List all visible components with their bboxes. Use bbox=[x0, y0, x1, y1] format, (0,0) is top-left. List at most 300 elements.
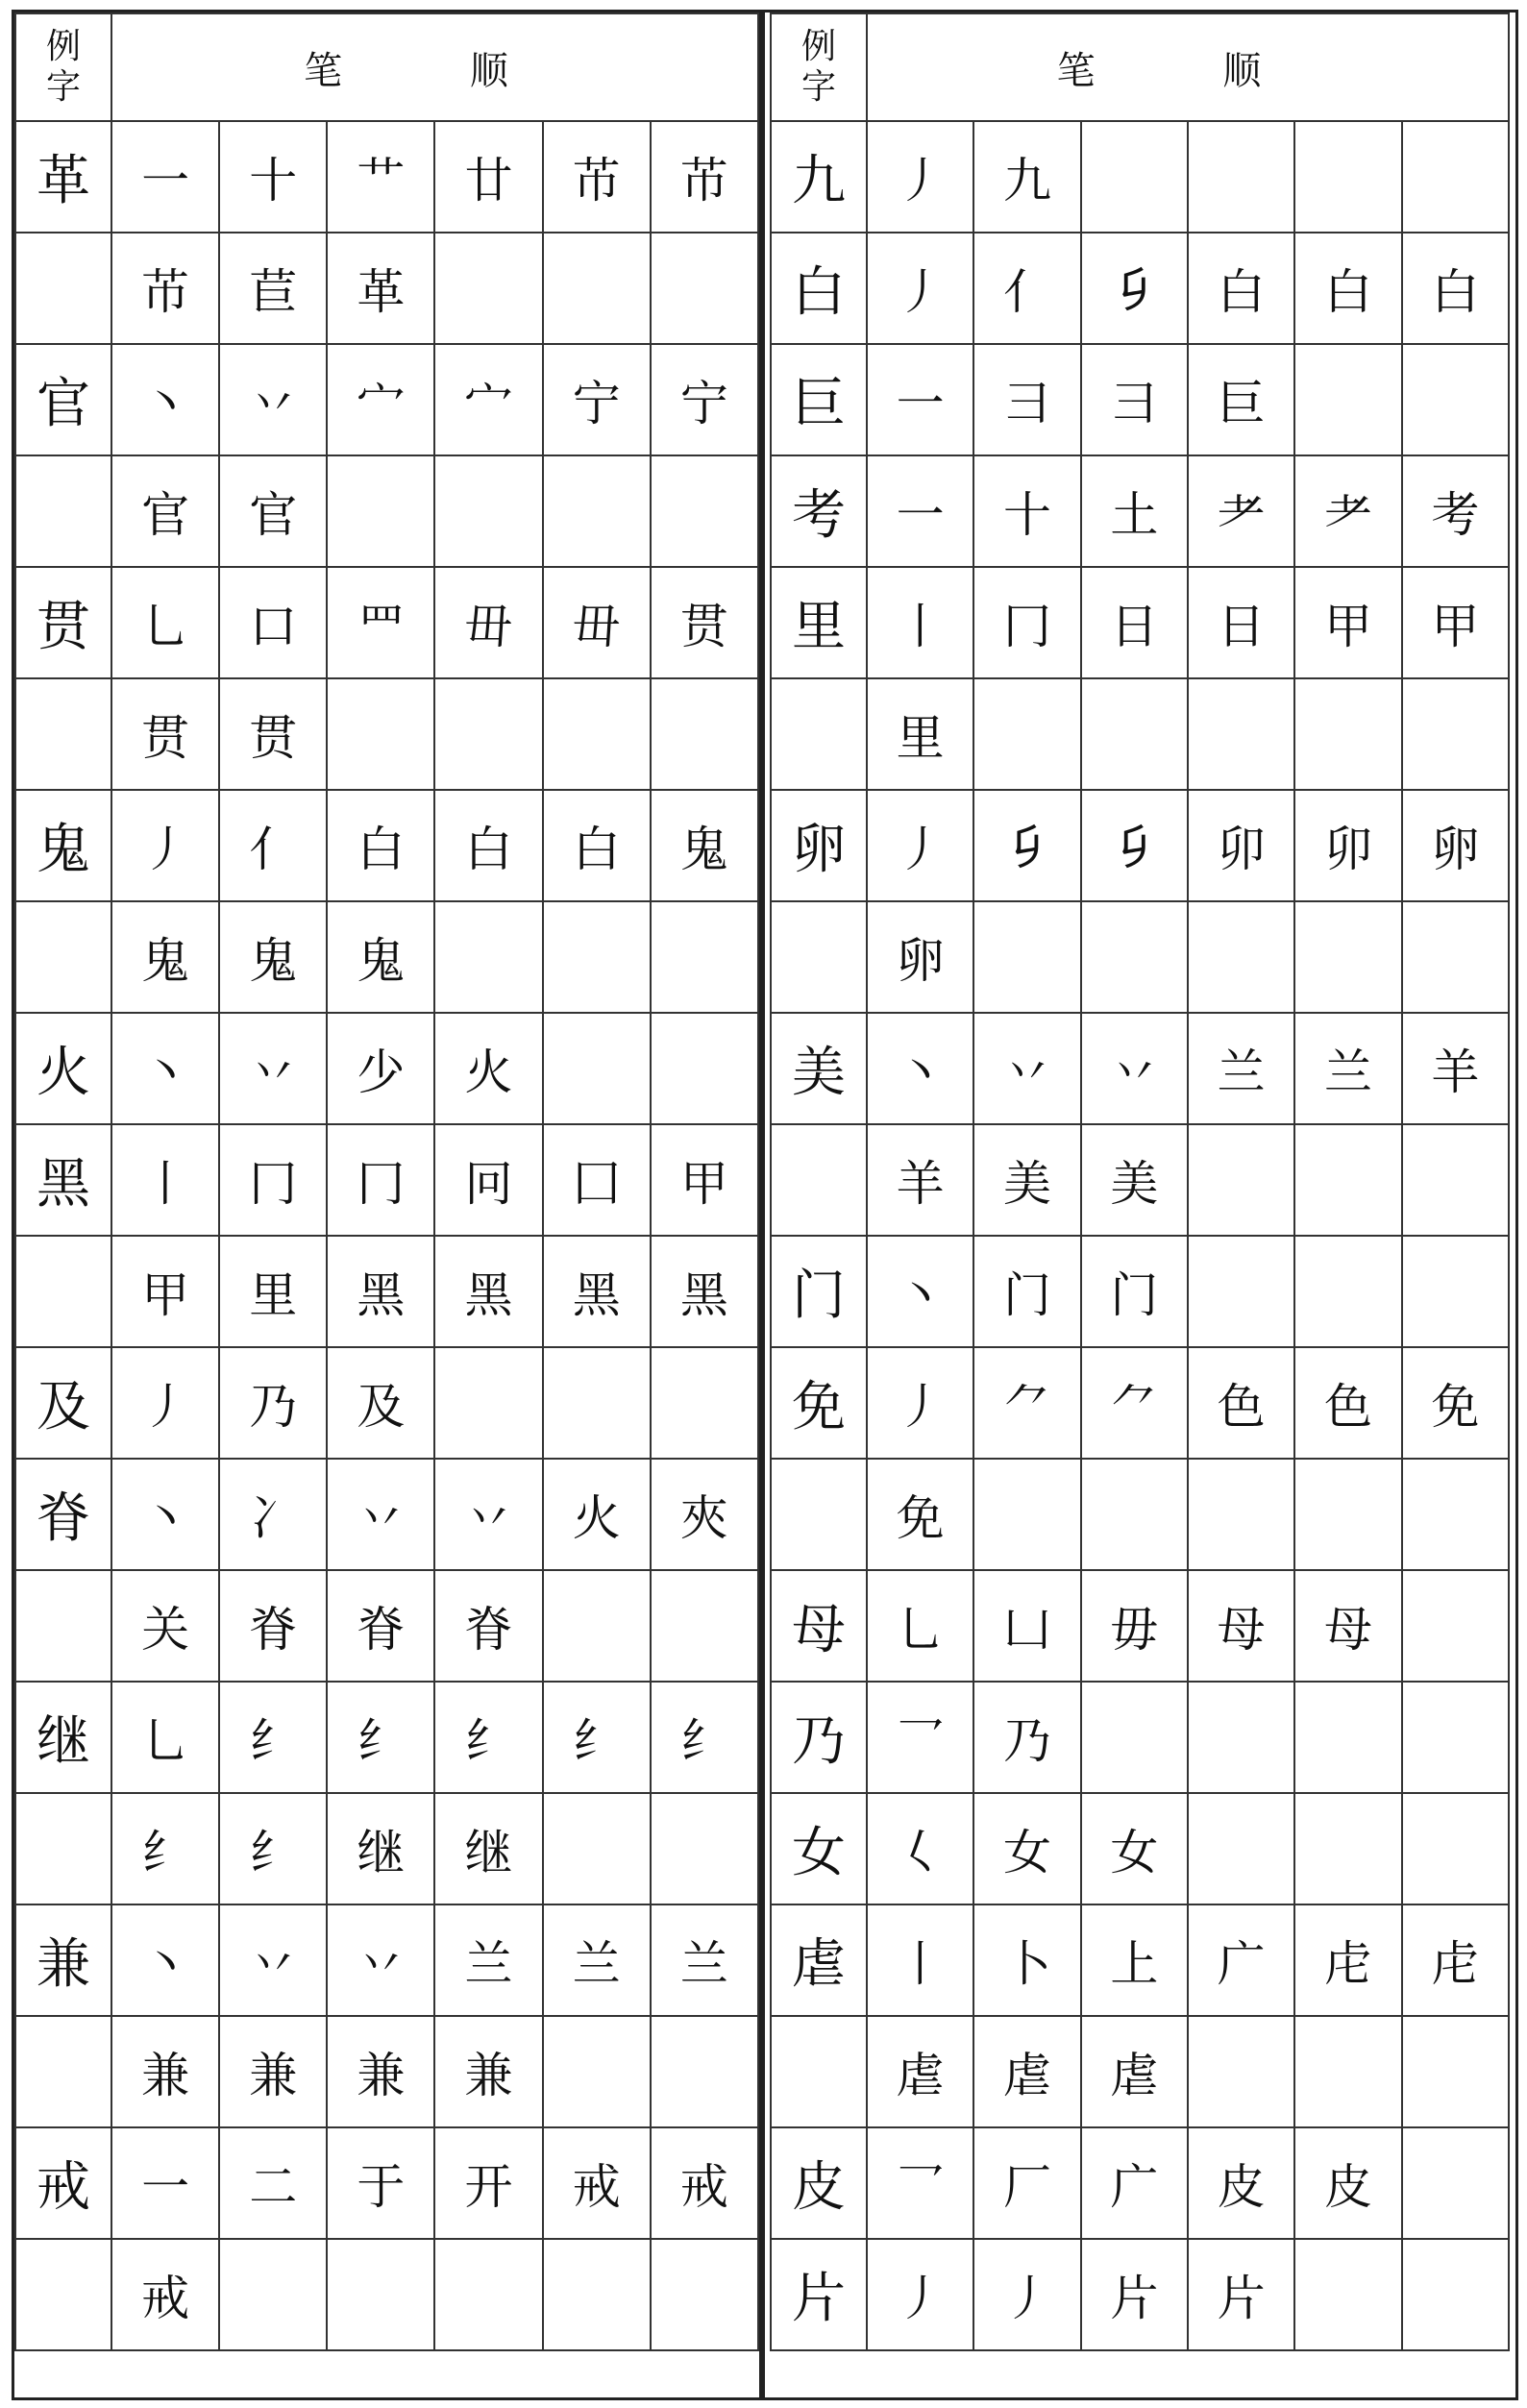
example-char bbox=[15, 1793, 111, 1904]
example-char: 继 bbox=[15, 1682, 111, 1793]
stroke-step bbox=[1402, 901, 1509, 1013]
stroke-step: 广 bbox=[1188, 1904, 1294, 2016]
stroke-step: 皮 bbox=[1294, 2127, 1401, 2239]
table-row bbox=[771, 901, 1509, 1013]
stroke-step bbox=[1294, 1682, 1401, 1793]
stroke-step: 二 bbox=[219, 2127, 327, 2239]
stroke-step: 丶 bbox=[867, 1013, 973, 1124]
table-row bbox=[771, 121, 1509, 233]
stroke-step: 鬼 bbox=[651, 790, 758, 901]
stroke-step bbox=[1402, 1124, 1509, 1236]
stroke-step bbox=[1188, 901, 1294, 1013]
example-char bbox=[771, 901, 867, 1013]
table-row bbox=[15, 2016, 758, 2127]
example-char bbox=[15, 2016, 111, 2127]
stroke-step bbox=[1294, 344, 1401, 455]
stroke-step: 继 bbox=[327, 1793, 434, 1904]
stroke-step: 戒 bbox=[651, 2127, 758, 2239]
stroke-step: 芇 bbox=[651, 121, 758, 233]
stroke-step bbox=[327, 678, 434, 790]
left-panel bbox=[14, 12, 766, 2397]
table-row bbox=[771, 2016, 1509, 2127]
example-header-line1: 例 bbox=[45, 27, 81, 66]
example-char bbox=[771, 1124, 867, 1236]
stroke-step: 卯 bbox=[1188, 790, 1294, 901]
stroke-step: 卯 bbox=[1294, 790, 1401, 901]
stroke-step: 兰 bbox=[1294, 1013, 1401, 1124]
stroke-step bbox=[434, 901, 542, 1013]
stroke-step: 丿 bbox=[867, 2239, 973, 2350]
table-row bbox=[15, 567, 758, 678]
stroke-step: 丷 bbox=[434, 1459, 542, 1570]
stroke-step: 白 bbox=[327, 790, 434, 901]
example-char bbox=[771, 678, 867, 790]
stroke-step: 𠂎 bbox=[1081, 790, 1188, 901]
stroke-step bbox=[543, 233, 651, 344]
table-row bbox=[15, 233, 758, 344]
stroke-step: 继 bbox=[434, 1793, 542, 1904]
stroke-step bbox=[219, 2239, 327, 2350]
example-char: 九 bbox=[771, 121, 867, 233]
example-char: 贯 bbox=[15, 567, 111, 678]
example-char: 美 bbox=[771, 1013, 867, 1124]
stroke-step: 一 bbox=[111, 121, 219, 233]
stroke-step: 厂 bbox=[973, 2127, 1080, 2239]
example-char bbox=[15, 455, 111, 567]
stroke-step: 虐 bbox=[973, 2016, 1080, 2127]
table-row bbox=[15, 2239, 758, 2350]
stroke-step: 日 bbox=[1188, 567, 1294, 678]
stroke-step bbox=[434, 455, 542, 567]
stroke-step bbox=[1081, 678, 1188, 790]
stroke-step: 芇 bbox=[543, 121, 651, 233]
stroke-step: 𠂎 bbox=[973, 790, 1080, 901]
stroke-step: 亻 bbox=[219, 790, 327, 901]
stroke-step bbox=[543, 2016, 651, 2127]
stroke-step: 宀 bbox=[434, 344, 542, 455]
stroke-step bbox=[1188, 1682, 1294, 1793]
example-char: 黑 bbox=[15, 1124, 111, 1236]
example-char: 戒 bbox=[15, 2127, 111, 2239]
stroke-step: 毋 bbox=[1081, 1570, 1188, 1682]
stroke-step: 卜 bbox=[973, 1904, 1080, 2016]
table-row bbox=[15, 1793, 758, 1904]
stroke-step bbox=[543, 678, 651, 790]
stroke-step: 丷 bbox=[219, 344, 327, 455]
stroke-step: 兰 bbox=[1188, 1013, 1294, 1124]
stroke-step: 丷 bbox=[327, 1459, 434, 1570]
stroke-step: 土 bbox=[1081, 455, 1188, 567]
stroke-step: 母 bbox=[1294, 1570, 1401, 1682]
example-header-line2: 字 bbox=[45, 67, 81, 107]
stroke-step: 革 bbox=[327, 233, 434, 344]
stroke-step bbox=[1402, 1459, 1509, 1570]
stroke-step: 亻 bbox=[973, 233, 1080, 344]
stroke-step: 纟 bbox=[543, 1682, 651, 1793]
stroke-step: 白 bbox=[1402, 233, 1509, 344]
stroke-step: 毌 bbox=[434, 567, 542, 678]
example-char: 乃 bbox=[771, 1682, 867, 1793]
stroke-step: 黑 bbox=[327, 1236, 434, 1347]
example-char bbox=[771, 1459, 867, 1570]
stroke-step: 纟 bbox=[219, 1793, 327, 1904]
stroke-step bbox=[1294, 2016, 1401, 2127]
stroke-step: 乃 bbox=[219, 1347, 327, 1459]
stroke-step: 冂 bbox=[327, 1124, 434, 1236]
stroke-step bbox=[1294, 1236, 1401, 1347]
table-row bbox=[15, 901, 758, 1013]
table-row bbox=[15, 1570, 758, 1682]
stroke-step: 戒 bbox=[543, 2127, 651, 2239]
stroke-step: 羊 bbox=[1402, 1013, 1509, 1124]
example-header-line2: 字 bbox=[800, 67, 836, 107]
table-row bbox=[15, 1459, 758, 1570]
example-char: 母 bbox=[771, 1570, 867, 1682]
example-char: 里 bbox=[771, 567, 867, 678]
stroke-step bbox=[1402, 2016, 1509, 2127]
stroke-step: 美 bbox=[1081, 1124, 1188, 1236]
example-char: 门 bbox=[771, 1236, 867, 1347]
stroke-step: 丨 bbox=[111, 1124, 219, 1236]
stroke-step bbox=[651, 2239, 758, 2350]
stroke-step: 丶 bbox=[111, 1904, 219, 2016]
stroke-step: 上 bbox=[1081, 1904, 1188, 2016]
stroke-step: 耂 bbox=[1188, 455, 1294, 567]
stroke-step bbox=[1294, 901, 1401, 1013]
stroke-step: 虐 bbox=[1081, 2016, 1188, 2127]
stroke-step: 艹 bbox=[327, 121, 434, 233]
stroke-step: 皮 bbox=[1188, 2127, 1294, 2239]
table-row bbox=[771, 344, 1509, 455]
stroke-step: 关 bbox=[111, 1570, 219, 1682]
stroke-step: 丶 bbox=[111, 1013, 219, 1124]
stroke-step: 兼 bbox=[327, 2016, 434, 2127]
table-row bbox=[771, 1236, 1509, 1347]
stroke-step bbox=[1081, 901, 1188, 1013]
stroke-step: 一 bbox=[111, 2127, 219, 2239]
example-char: 卵 bbox=[771, 790, 867, 901]
stroke-step: 甲 bbox=[651, 1124, 758, 1236]
table-row bbox=[15, 1682, 758, 1793]
example-char: 女 bbox=[771, 1793, 867, 1904]
stroke-step bbox=[1294, 1124, 1401, 1236]
stroke-step bbox=[434, 233, 542, 344]
strokes-header: 笔 顺 bbox=[111, 13, 758, 121]
table-row bbox=[771, 455, 1509, 567]
example-char: 革 bbox=[15, 121, 111, 233]
stroke-step: 冫 bbox=[219, 1459, 327, 1570]
stroke-step bbox=[327, 2239, 434, 2350]
stroke-step: 乚 bbox=[867, 1570, 973, 1682]
stroke-step: 宁 bbox=[543, 344, 651, 455]
stroke-step bbox=[1188, 1124, 1294, 1236]
stroke-step: 丿 bbox=[111, 1347, 219, 1459]
example-char bbox=[771, 2016, 867, 2127]
stroke-step: 开 bbox=[434, 2127, 542, 2239]
stroke-step: 宁 bbox=[651, 344, 758, 455]
stroke-step bbox=[651, 1570, 758, 1682]
header-row bbox=[771, 13, 1509, 121]
stroke-step: 片 bbox=[1188, 2239, 1294, 2350]
stroke-step: 甲 bbox=[1402, 567, 1509, 678]
stroke-step bbox=[434, 1347, 542, 1459]
stroke-step bbox=[1188, 678, 1294, 790]
stroke-step: 𡿨 bbox=[867, 1793, 973, 1904]
stroke-step: 耂 bbox=[1294, 455, 1401, 567]
stroke-step bbox=[651, 901, 758, 1013]
stroke-step: 丶 bbox=[111, 1459, 219, 1570]
stroke-step bbox=[543, 1013, 651, 1124]
stroke-step: 乃 bbox=[973, 1682, 1080, 1793]
stroke-step: 火 bbox=[543, 1459, 651, 1570]
table-row bbox=[771, 1124, 1509, 1236]
stroke-step: 母 bbox=[1188, 1570, 1294, 1682]
stroke-step: 虍 bbox=[1294, 1904, 1401, 2016]
stroke-step: 兼 bbox=[219, 2016, 327, 2127]
stroke-step: 女 bbox=[973, 1793, 1080, 1904]
stroke-step: 日 bbox=[1081, 567, 1188, 678]
stroke-step: 甲 bbox=[111, 1236, 219, 1347]
stroke-step: 宀 bbox=[327, 344, 434, 455]
stroke-step: 鬼 bbox=[327, 901, 434, 1013]
example-char: 鬼 bbox=[15, 790, 111, 901]
stroke-step bbox=[543, 1793, 651, 1904]
table-row bbox=[771, 1459, 1509, 1570]
stroke-step: 色 bbox=[1294, 1347, 1401, 1459]
stroke-step bbox=[973, 901, 1080, 1013]
stroke-step bbox=[1294, 1459, 1401, 1570]
stroke-step: 彐 bbox=[1081, 344, 1188, 455]
stroke-step: 乚 bbox=[111, 1682, 219, 1793]
stroke-step: ⺈ bbox=[973, 1347, 1080, 1459]
stroke-step: 色 bbox=[1188, 1347, 1294, 1459]
table-row bbox=[771, 2239, 1509, 2350]
stroke-step: 鬼 bbox=[219, 901, 327, 1013]
table-row bbox=[15, 1013, 758, 1124]
example-char: 兼 bbox=[15, 1904, 111, 2016]
table-row bbox=[15, 1904, 758, 2016]
stroke-step: 纟 bbox=[651, 1682, 758, 1793]
right-panel bbox=[766, 12, 1515, 2397]
example-char bbox=[15, 233, 111, 344]
stroke-step: 兰 bbox=[543, 1904, 651, 2016]
stroke-step: 门 bbox=[1081, 1236, 1188, 1347]
stroke-step: 黑 bbox=[434, 1236, 542, 1347]
stroke-step: 十 bbox=[219, 121, 327, 233]
stroke-step: 兰 bbox=[434, 1904, 542, 2016]
stroke-step: 毌 bbox=[543, 567, 651, 678]
stroke-step: 乚 bbox=[111, 567, 219, 678]
stroke-step bbox=[1294, 678, 1401, 790]
table-row bbox=[771, 567, 1509, 678]
stroke-step: 兼 bbox=[111, 2016, 219, 2127]
example-char: 虐 bbox=[771, 1904, 867, 2016]
table-row bbox=[771, 1682, 1509, 1793]
stroke-step: 火 bbox=[434, 1013, 542, 1124]
example-char: 及 bbox=[15, 1347, 111, 1459]
example-char: 免 bbox=[771, 1347, 867, 1459]
table-row bbox=[771, 678, 1509, 790]
stroke-step: 九 bbox=[973, 121, 1080, 233]
stroke-step: 虍 bbox=[1402, 1904, 1509, 2016]
stroke-step bbox=[651, 455, 758, 567]
table-row bbox=[771, 1904, 1509, 2016]
stroke-step: 乛 bbox=[867, 2127, 973, 2239]
stroke-step bbox=[1081, 1682, 1188, 1793]
stroke-step: 丿 bbox=[867, 1347, 973, 1459]
stroke-step bbox=[1188, 2016, 1294, 2127]
stroke-step bbox=[1402, 1570, 1509, 1682]
stroke-step bbox=[1402, 1236, 1509, 1347]
stroke-step: 囗 bbox=[543, 1124, 651, 1236]
table-row bbox=[15, 2127, 758, 2239]
stroke-step: 丷 bbox=[327, 1904, 434, 2016]
stroke-step: 夾 bbox=[651, 1459, 758, 1570]
stroke-step: 纟 bbox=[434, 1682, 542, 1793]
stroke-step bbox=[543, 455, 651, 567]
stroke-step: 里 bbox=[219, 1236, 327, 1347]
stroke-step bbox=[1188, 121, 1294, 233]
stroke-step bbox=[1188, 1236, 1294, 1347]
table-row bbox=[771, 1013, 1509, 1124]
stroke-step: 凵 bbox=[973, 1570, 1080, 1682]
stroke-step: 纟 bbox=[219, 1682, 327, 1793]
stroke-step: 兼 bbox=[434, 2016, 542, 2127]
example-char: 片 bbox=[771, 2239, 867, 2350]
stroke-step bbox=[1294, 121, 1401, 233]
stroke-step: 口 bbox=[219, 567, 327, 678]
stroke-step: 女 bbox=[1081, 1793, 1188, 1904]
stroke-step bbox=[1294, 2239, 1401, 2350]
stroke-step: 丿 bbox=[111, 790, 219, 901]
stroke-step: 白 bbox=[1188, 233, 1294, 344]
stroke-step: 芇 bbox=[111, 233, 219, 344]
stroke-step: 廿 bbox=[434, 121, 542, 233]
table-row bbox=[15, 455, 758, 567]
stroke-step bbox=[1402, 1793, 1509, 1904]
stroke-step: 一 bbox=[867, 455, 973, 567]
stroke-step: 罒 bbox=[327, 567, 434, 678]
stroke-step: 冋 bbox=[434, 1124, 542, 1236]
stroke-step: 门 bbox=[973, 1236, 1080, 1347]
stroke-step: 丷 bbox=[973, 1013, 1080, 1124]
header-row bbox=[15, 13, 758, 121]
stroke-step: ⺈ bbox=[1081, 1347, 1188, 1459]
stroke-step: 丷 bbox=[1081, 1013, 1188, 1124]
stroke-step: 免 bbox=[1402, 1347, 1509, 1459]
example-header bbox=[771, 13, 867, 121]
stroke-step bbox=[651, 1013, 758, 1124]
stroke-step bbox=[973, 1459, 1080, 1570]
stroke-step: 官 bbox=[111, 455, 219, 567]
stroke-step: 贯 bbox=[651, 567, 758, 678]
stroke-step: 美 bbox=[973, 1124, 1080, 1236]
stroke-step: 片 bbox=[1081, 2239, 1188, 2350]
stroke-step bbox=[543, 1570, 651, 1682]
stroke-step: 考 bbox=[1402, 455, 1509, 567]
stroke-step bbox=[327, 455, 434, 567]
stroke-step bbox=[1402, 344, 1509, 455]
stroke-step bbox=[1294, 1793, 1401, 1904]
example-char: 皮 bbox=[771, 2127, 867, 2239]
stroke-step: 贯 bbox=[111, 678, 219, 790]
example-char bbox=[15, 1236, 111, 1347]
table-row bbox=[771, 1793, 1509, 1904]
stroke-step: 甲 bbox=[1294, 567, 1401, 678]
example-char bbox=[15, 678, 111, 790]
table-row bbox=[15, 1347, 758, 1459]
stroke-step bbox=[543, 901, 651, 1013]
table-row bbox=[771, 233, 1509, 344]
stroke-step bbox=[434, 2239, 542, 2350]
stroke-step: 黑 bbox=[651, 1236, 758, 1347]
stroke-step: 丨 bbox=[867, 1904, 973, 2016]
stroke-step: 鬼 bbox=[111, 901, 219, 1013]
right-stroke-table bbox=[770, 12, 1510, 2351]
stroke-step bbox=[651, 233, 758, 344]
stroke-step: 脊 bbox=[219, 1570, 327, 1682]
panel-divider bbox=[759, 12, 765, 2397]
stroke-step: 丿 bbox=[867, 233, 973, 344]
stroke-step: 丿 bbox=[867, 121, 973, 233]
stroke-step bbox=[1402, 2127, 1509, 2239]
stroke-step: 丷 bbox=[219, 1904, 327, 2016]
stroke-step: 纟 bbox=[327, 1682, 434, 1793]
stroke-step: 巨 bbox=[1188, 344, 1294, 455]
stroke-step: 丷 bbox=[219, 1013, 327, 1124]
example-char bbox=[15, 1570, 111, 1682]
stroke-step bbox=[1188, 1793, 1294, 1904]
stroke-step: 丿 bbox=[867, 790, 973, 901]
stroke-step: 十 bbox=[973, 455, 1080, 567]
stroke-step bbox=[543, 1347, 651, 1459]
stroke-step: 白 bbox=[543, 790, 651, 901]
stroke-step: 兰 bbox=[651, 1904, 758, 2016]
table-row bbox=[15, 1236, 758, 1347]
table-row bbox=[15, 678, 758, 790]
example-char: 考 bbox=[771, 455, 867, 567]
example-char bbox=[15, 2239, 111, 2350]
table-row bbox=[771, 2127, 1509, 2239]
example-char: 火 bbox=[15, 1013, 111, 1124]
stroke-step: 纟 bbox=[111, 1793, 219, 1904]
stroke-step bbox=[1081, 121, 1188, 233]
stroke-step: 丶 bbox=[867, 1236, 973, 1347]
stroke-step: 卵 bbox=[867, 901, 973, 1013]
stroke-step bbox=[651, 1793, 758, 1904]
stroke-step bbox=[1188, 1459, 1294, 1570]
stroke-step: 贯 bbox=[219, 678, 327, 790]
table-row bbox=[15, 344, 758, 455]
stroke-step: 冂 bbox=[973, 567, 1080, 678]
stroke-step: 脊 bbox=[327, 1570, 434, 1682]
stroke-step: 里 bbox=[867, 678, 973, 790]
stroke-step bbox=[1402, 121, 1509, 233]
table-row bbox=[15, 790, 758, 901]
table-row bbox=[771, 1347, 1509, 1459]
example-header bbox=[15, 13, 111, 121]
stroke-step: 于 bbox=[327, 2127, 434, 2239]
stroke-step: 卵 bbox=[1402, 790, 1509, 901]
stroke-step: 白 bbox=[1294, 233, 1401, 344]
strokes-header: 笔 顺 bbox=[867, 13, 1509, 121]
stroke-step bbox=[1402, 1682, 1509, 1793]
stroke-step: 官 bbox=[219, 455, 327, 567]
stroke-step: 及 bbox=[327, 1347, 434, 1459]
example-header-line1: 例 bbox=[800, 27, 836, 66]
example-char: 巨 bbox=[771, 344, 867, 455]
stroke-step bbox=[1402, 2239, 1509, 2350]
